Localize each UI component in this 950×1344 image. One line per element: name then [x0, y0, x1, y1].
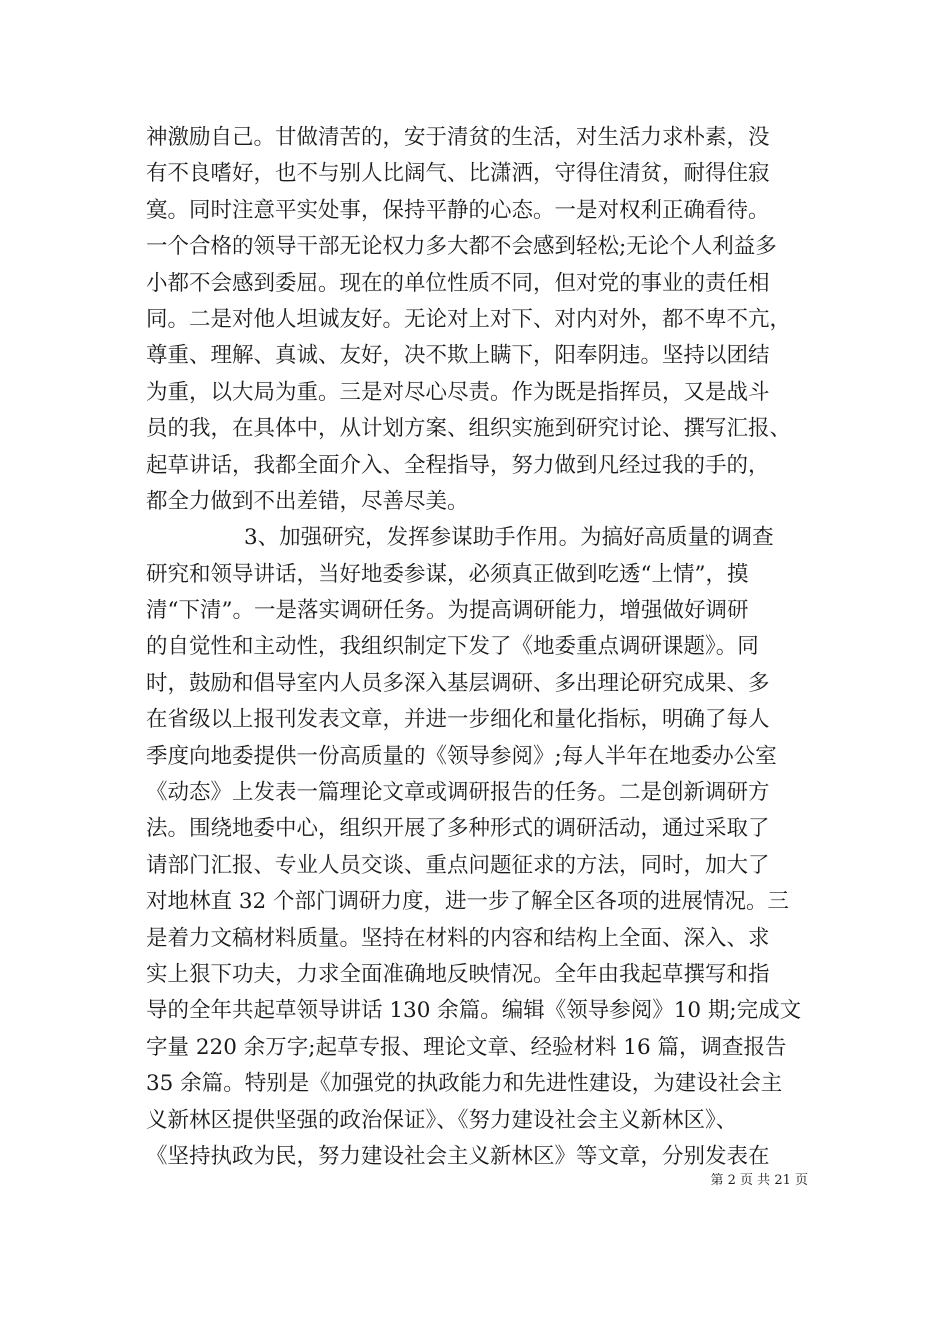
page-number: 第 2 页 共 21 页 — [710, 1173, 808, 1188]
text-line: 时，鼓励和倡导室内人员多深入基层调研、多出理论研究成果、多 — [146, 670, 770, 696]
text-line: 义新林区提供坚强的政治保证》、《努力建设社会主义新林区》、 — [146, 1107, 738, 1133]
text-line: 小都不会感到委屈。现在的单位性质不同，但对党的事业的责任相 — [146, 270, 770, 296]
text-line: 员的我，在具体中，从计划方案、组织实施到研究讨论、撰写汇报、 — [146, 416, 792, 442]
text-line: 神激励自己。甘做清苦的，安于清贫的生活，对生活力求朴素，没 — [146, 125, 770, 150]
text-line: 35 余篇。特别是《加强党的执政能力和先进性建设，为建设社会主 — [146, 1071, 783, 1097]
text-line: 导的全年共起草领导讲话 130 余篇。编辑《领导参阅》10 期;完成文 — [146, 998, 802, 1024]
text-line: 起草讲话，我都全面介入、全程指导，努力做到凡经过我的手的， — [146, 452, 770, 478]
text-line: 《动态》上发表一篇理论文章或调研报告的任务。二是创新调研方 — [146, 780, 770, 806]
text-line: 的自觉性和主动性，我组织制定下发了《地委重点调研课题》。同 — [146, 634, 759, 660]
text-line: 是着力文稿材料质量。坚持在材料的内容和结构上全面、深入、求 — [146, 925, 770, 951]
text-line: 研究和领导讲话，当好地委参谋，必须真正做到吃透“上情”，摸 — [146, 561, 749, 587]
text-line: 请部门汇报、专业人员交谈、重点问题征求的方法，同时，加大了 — [146, 852, 770, 878]
text-line: 字量 220 余万字;起草专报、理论文章、经验材料 16 篇，调查报告 — [146, 1034, 787, 1060]
text-line: 在省级以上报刊发表文章，并进一步细化和量化指标，明确了每人 — [146, 707, 770, 733]
text-line: 有不良嗜好，也不与别人比阔气、比潇洒，守得住清贫，耐得住寂 — [146, 161, 770, 187]
text-line: 尊重、理解、真诚、友好，决不欺上瞒下，阳奉阴违。坚持以团结 — [146, 343, 770, 369]
text-line: 实上狠下功夫，力求全面准确地反映情况。全年由我起草撰写和指 — [146, 961, 770, 987]
text-line: 都全力做到不出差错，尽善尽美。 — [146, 488, 469, 514]
body-text — [146, 120, 816, 1175]
text-line: 对地林直 32 个部门调研力度，进一步了解全区各项的进展情况。三 — [146, 889, 790, 915]
text-line: 同。二是对他人坦诚友好。无论对上对下、对内对外，都不卑不亢， — [146, 306, 792, 332]
text-line: 一个合格的领导干部无论权力多大都不会感到轻松;无论个人利益多 — [146, 234, 777, 260]
text-line: 寞。同时注意平实处事，保持平静的心态。一是对权利正确看待。 — [146, 197, 770, 223]
text-line: 法。围绕地委中心，组织开展了多种形式的调研活动，通过采取了 — [146, 816, 770, 842]
text-line: 《坚持执政为民，努力建设社会主义新林区》等文章，分别发表在 — [146, 1143, 770, 1169]
text-line: 清“下清”。一是落实调研任务。为提高调研能力，增强做好调研 — [146, 598, 749, 624]
paragraph-start-line: 3、加强研究，发挥参谋助手作用。为搞好高质量的调查 — [244, 525, 774, 551]
text-line: 季度向地委提供一份高质量的《领导参阅》;每人半年在地委办公室 — [146, 743, 777, 769]
text-line: 为重，以大局为重。三是对尽心尽责。作为既是指挥员，又是战斗 — [146, 379, 770, 405]
